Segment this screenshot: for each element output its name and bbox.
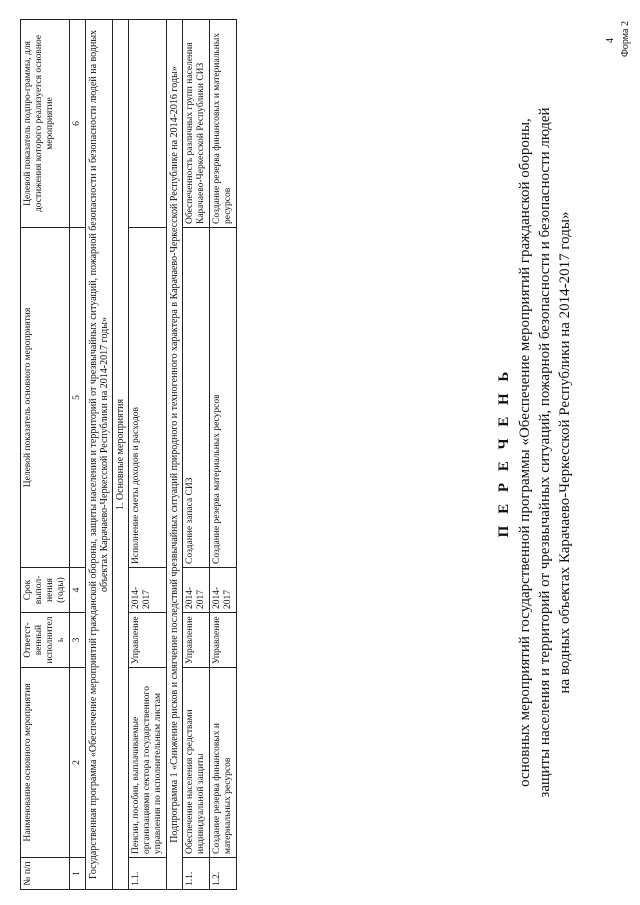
row-term: 2014-2017 bbox=[210, 568, 237, 613]
subprogram-title: Подпрограмма 1 «Снижение рисков и смягчение последствий чрезвычайных ситуаций природного и техногенного характера в Карачаево-Черкесской Республике на 2014-2016 годы» bbox=[167, 20, 183, 890]
page-number: 4 bbox=[605, 38, 616, 43]
row-name: Пенсии, пособия, выплачиваемые организациями сектора государственного управления по исполнительным листам bbox=[129, 668, 167, 858]
section-title: 1. Основные мероприятия bbox=[113, 20, 129, 890]
row-target: Создание резерва финансовых и материальных ресурсов bbox=[210, 20, 237, 228]
row-target bbox=[129, 20, 167, 228]
table-header-row bbox=[21, 20, 70, 890]
program-title-row bbox=[86, 20, 113, 890]
row-indicator: Создание запаса СИЗ bbox=[183, 228, 210, 568]
row-name: Создание резерва финансовых и материальных ресурсов bbox=[210, 668, 237, 858]
col-header-name: Наименование основного мероприятия bbox=[21, 668, 70, 858]
row-executor: Управление bbox=[129, 613, 167, 668]
col-number: 5 bbox=[70, 228, 86, 568]
document-title: П Е Р Е Ч Е Н Ь bbox=[496, 367, 512, 538]
subprogram-title-row bbox=[167, 20, 183, 890]
col-header-target: Целевой показатель подпро-граммы, для достижения которого реализуется основное мероприятие bbox=[21, 20, 70, 228]
section-title-row bbox=[113, 20, 129, 890]
row-target: Обеспеченность различных групп населения Карачаево-Черкесской Республики СИЗ bbox=[183, 20, 210, 228]
program-title: Государственная программа «Обеспечение мероприятий гражданской обороны, защиты населения и территорий от чрезвычайных ситуаций, пожарной безопасности и безопасности людей на водных объектах Карачаево-Черкесской Республики на 2014-2017 годы» bbox=[86, 20, 113, 890]
row-executor: Управление bbox=[210, 613, 237, 668]
row-indicator: Исполнение сметы доходов и расходов bbox=[129, 228, 167, 568]
form-label: Форма 2 bbox=[620, 21, 631, 57]
row-name: Обеспечение населения средствами индивидуальной защиты bbox=[183, 668, 210, 858]
col-header-executor: Ответст-венный исполнитель bbox=[21, 613, 70, 668]
row-term: 2014-2017 bbox=[183, 568, 210, 613]
subtitle-line: защиты населения и территорий от чрезвычайных ситуаций, пожарной безопасности и безопасности людей bbox=[537, 107, 553, 798]
col-number: 4 bbox=[70, 568, 86, 613]
subtitle-line: основных мероприятий государственной программы «Обеспечение мероприятий гражданской обороны, bbox=[517, 118, 533, 787]
table-row bbox=[129, 20, 167, 890]
row-term: 2014-2017 bbox=[129, 568, 167, 613]
col-number: 3 bbox=[70, 613, 86, 668]
row-num: 1.2. bbox=[210, 858, 237, 890]
col-header-num: № п/п bbox=[21, 858, 70, 890]
row-executor: Управление bbox=[183, 613, 210, 668]
subtitle-line: на водных объектах Карачаево-Черкесской Республики на 2014-2017 годы» bbox=[557, 211, 573, 694]
col-number: 6 bbox=[70, 20, 86, 228]
col-header-term: Срок выпол-нения (годы) bbox=[21, 568, 70, 613]
measures-table bbox=[20, 19, 237, 890]
col-number: 2 bbox=[70, 668, 86, 858]
col-number: 1 bbox=[70, 858, 86, 890]
column-number-row bbox=[70, 20, 86, 890]
row-num: 1.1. bbox=[129, 858, 167, 890]
row-num: 1.1. bbox=[183, 858, 210, 890]
col-header-indicator: Целевой показатель основного мероприятия bbox=[21, 228, 70, 568]
table-row bbox=[210, 20, 237, 890]
row-indicator: Создание резерва материальных ресурсов bbox=[210, 228, 237, 568]
table-row bbox=[183, 20, 210, 890]
